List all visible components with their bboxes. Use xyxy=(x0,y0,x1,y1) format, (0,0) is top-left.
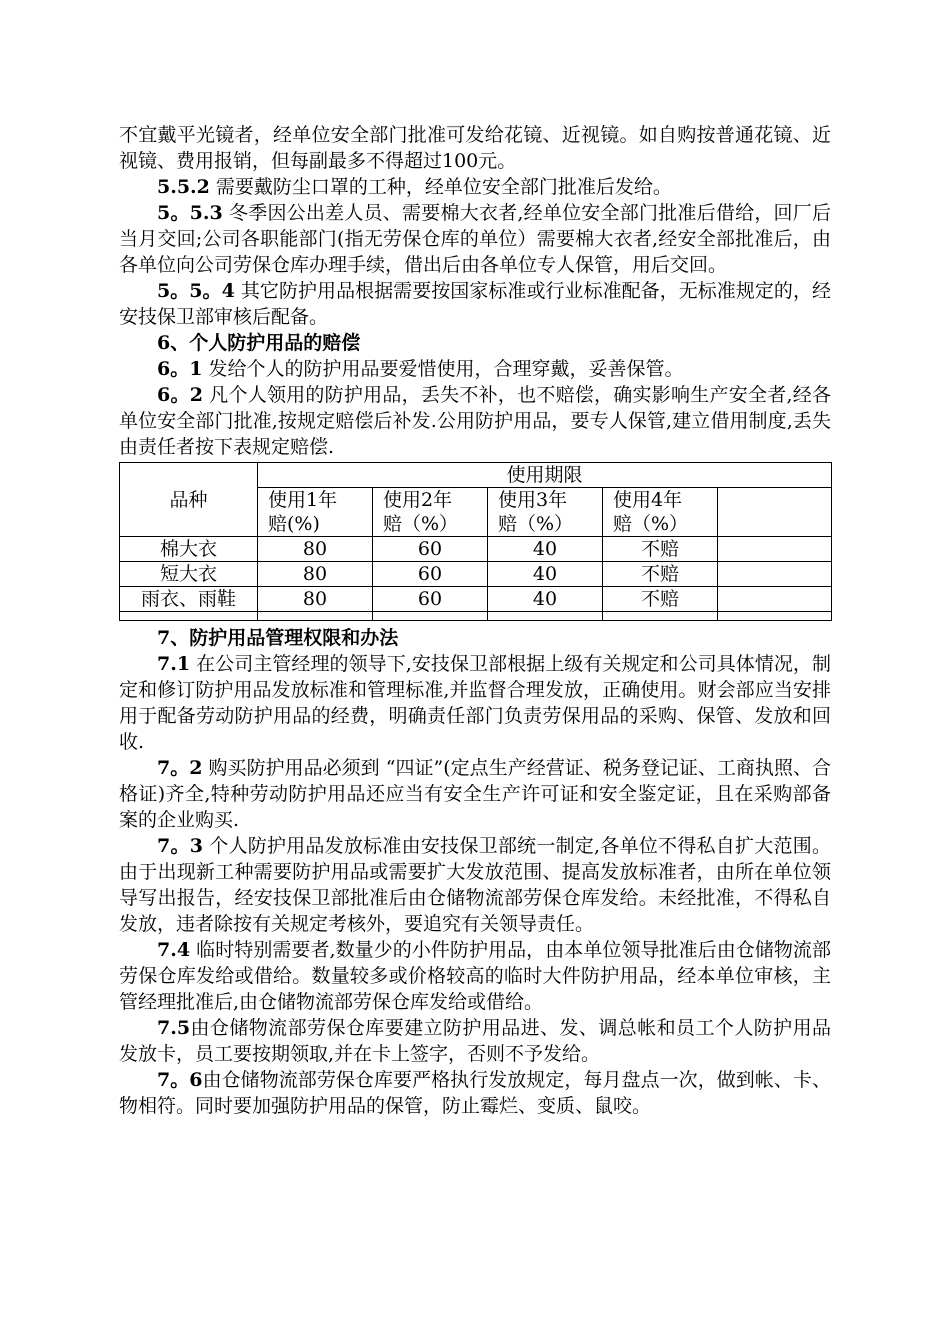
table-cell: 60 xyxy=(373,537,488,562)
clause-text: 发给个人的防护用品要爱惜使用，合理穿戴，妥善保管。 xyxy=(202,358,684,380)
clause-text: 个人防护用品发放标准由安技保卫部统一制定,各单位不得私自扩大范围。由于出现新工种需要防护用品或需要扩大发放范围、提高发放标准者，由所在单位领导写出报告，经安技保卫部批准后由仓储物流部劳保仓库发给。未经批准，不得私自发放，违者除按有关规定考核外，要追究有关领导责任。 xyxy=(119,835,831,935)
table-cell: 60 xyxy=(373,562,488,587)
paragraph-7-4 xyxy=(119,937,831,1015)
paragraph-6-1 xyxy=(119,356,831,382)
clause-number: 5。5。4 xyxy=(157,280,235,302)
row-name: 短大衣 xyxy=(120,562,258,587)
kind-header: 品种 xyxy=(120,463,258,537)
table-cell: 不赔 xyxy=(603,587,718,612)
table-cell: 80 xyxy=(258,587,373,612)
paragraph-7-1 xyxy=(119,651,831,755)
column-header xyxy=(718,488,832,537)
table-cell: 60 xyxy=(373,587,488,612)
table-cell: 80 xyxy=(258,537,373,562)
paragraph-7-3 xyxy=(119,833,831,937)
table-cell xyxy=(718,587,832,612)
section-7-heading: 7、防护用品管理权限和办法 xyxy=(157,627,399,649)
paragraph-glasses: 不宜戴平光镜者，经单位安全部门批准可发给花镜、近视镜。如自购按普通花镜、近视镜、费用报销，但每副最多不得超过100元。 xyxy=(119,124,831,172)
clause-number: 7。3 xyxy=(157,835,203,857)
table-cell xyxy=(718,562,832,587)
clause-text: 由仓储物流部劳保仓库要严格执行发放规定，每月盘点一次，做到帐、卡、物相符。同时要加强防护用品的保管，防止霉烂、变质、鼠咬。 xyxy=(119,1069,831,1117)
clause-text: 其它防护用品根据需要按国家标准或行业标准配备，无标准规定的，经安技保卫部审核后配备。 xyxy=(119,280,831,328)
row-name: 雨衣、雨鞋 xyxy=(120,587,258,612)
clause-number: 7.5 xyxy=(157,1017,191,1039)
paragraph-5-5-2 xyxy=(119,174,831,200)
table-row xyxy=(120,562,832,587)
table-row xyxy=(120,587,832,612)
paragraph-7-2 xyxy=(119,755,831,833)
clause-number: 7.1 xyxy=(157,653,191,675)
paragraph-6-2 xyxy=(119,382,831,460)
table-cell xyxy=(718,537,832,562)
document-body xyxy=(119,122,831,1119)
table-cell: 不赔 xyxy=(603,537,718,562)
table-cell: 不赔 xyxy=(603,562,718,587)
table-cell: 80 xyxy=(258,562,373,587)
table-header-row xyxy=(120,463,832,488)
table-row xyxy=(120,537,832,562)
clause-text: 凡个人领用的防护用品，丢失不补，也不赔偿，确实影响生产安全者,经各单位安全部门批准,按规定赔偿后补发.公用防护用品，要专人保管,建立借用制度,丢失由责任者按下表规定赔偿. xyxy=(119,384,831,458)
clause-number: 7.4 xyxy=(157,939,191,961)
clause-text: 购买防护用品必须到 “四证”(定点生产经营证、税务登记证、工商执照、合格证)齐全,特种劳动防护用品还应当有安全生产许可证和安全鉴定证，且在采购部备案的企业购买. xyxy=(119,757,831,831)
clause-number: 6。2 xyxy=(157,384,203,406)
compensation-table xyxy=(119,462,832,621)
column-header: 使用1年 赔(%) xyxy=(258,488,373,537)
row-name: 棉大衣 xyxy=(120,537,258,562)
clause-number: 7。6 xyxy=(157,1069,203,1091)
section-6-heading: 6、个人防护用品的赔偿 xyxy=(157,332,361,354)
table-cell: 40 xyxy=(488,587,603,612)
period-header: 使用期限 xyxy=(258,463,832,488)
clause-number: 7。2 xyxy=(157,757,203,779)
paragraph-7-6 xyxy=(119,1067,831,1119)
table-empty-row xyxy=(120,612,832,621)
column-header: 使用2年 赔（%） xyxy=(373,488,488,537)
paragraph-5-5-3 xyxy=(119,200,831,278)
clause-text: 冬季因公出差人员、需要棉大衣者,经单位安全部门批准后借给，回厂后当月交回;公司各职能部门(指无劳保仓库的单位）需要棉大衣者,经安全部批准后，由各单位向公司劳保仓库办理手续，借出后由各单位专人保管，用后交回。 xyxy=(119,202,831,276)
column-header: 使用4年 赔（%） xyxy=(603,488,718,537)
table-cell: 40 xyxy=(488,562,603,587)
clause-number: 5。5.3 xyxy=(157,202,223,224)
clause-text: 由仓储物流部劳保仓库要建立防护用品进、发、调总帐和员工个人防护用品发放卡，员工要按期领取,并在卡上签字，否则不予发给。 xyxy=(119,1017,831,1065)
column-header: 使用3年 赔（%） xyxy=(488,488,603,537)
clause-text: 需要戴防尘口罩的工种，经单位安全部门批准后发给。 xyxy=(209,176,672,198)
clause-number: 5.5.2 xyxy=(157,176,210,198)
clause-text: 在公司主管经理的领导下,安技保卫部根据上级有关规定和公司具体情况，制定和修订防护用品发放标准和管理标准,并监督合理发放，正确使用。财会部应当安排用于配备劳动防护用品的经费，明确责任部门负责劳保用品的采购、保管、发放和回收. xyxy=(119,653,831,753)
paragraph-7-5 xyxy=(119,1015,831,1067)
clause-text: 临时特别需要者,数量少的小件防护用品，由本单位领导批准后由仓储物流部劳保仓库发给或借给。数量较多或价格较高的临时大件防护用品，经本单位审核，主管经理批准后,由仓储物流部劳保仓库发给或借给。 xyxy=(119,939,831,1013)
clause-number: 6。1 xyxy=(157,358,203,380)
paragraph-5-5-4 xyxy=(119,278,831,330)
table-cell: 40 xyxy=(488,537,603,562)
